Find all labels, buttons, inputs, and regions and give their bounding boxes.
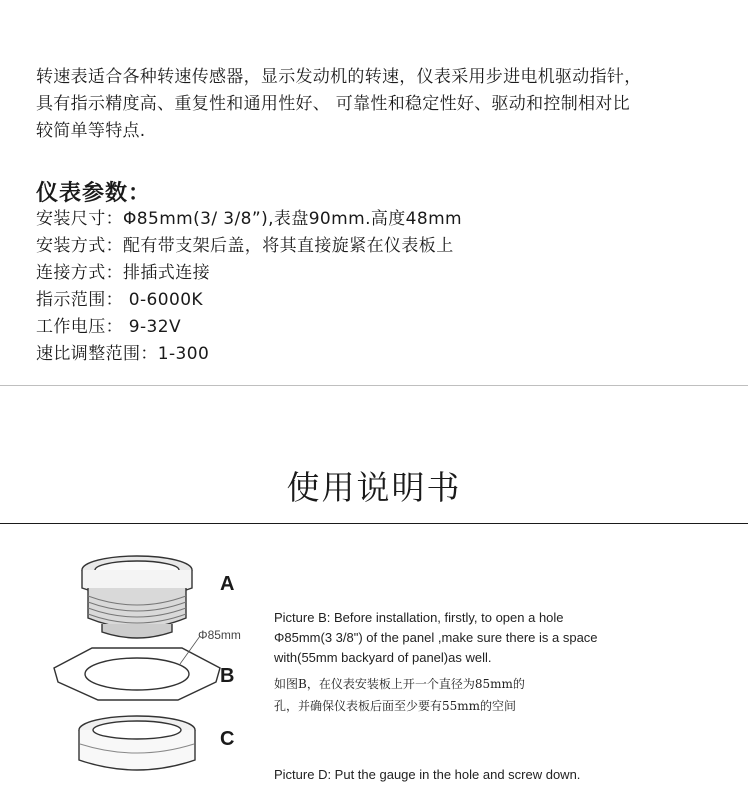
picture-b-caption-cn-2: 孔，并确保仪表板后面至少要有55mm的空间 <box>274 699 517 713</box>
picture-b-caption-en-1: Picture B: Before installation, firstly, to open a hole <box>274 610 564 625</box>
spec-row-range: 指示范围： 0-6000K <box>36 290 203 310</box>
section-divider <box>0 385 748 386</box>
gauge-part-a-illustration <box>82 556 192 638</box>
intro-line-3: 较简单等特点. <box>36 121 146 141</box>
intro-line-1: 转速表适合各种转速传感器，显示发动机的转速，仪表采用步进电机驱动指针， <box>36 67 642 87</box>
installation-diagram <box>40 540 240 785</box>
panel-part-b-illustration <box>54 636 220 700</box>
spec-list <box>36 206 462 368</box>
manual-title: 使用说明书 <box>286 468 462 507</box>
intro-line-2: 具有指示精度高、重复性和通用性好、 可靠性和稳定性好、驱动和控制相对比 <box>36 94 630 114</box>
label-c: C <box>220 728 235 750</box>
label-a: A <box>220 573 235 595</box>
spec-row-voltage: 工作电压： 9-32V <box>36 317 182 337</box>
picture-b-caption-en-3: with(55mm backyard of panel)as well. <box>274 650 492 665</box>
spec-row-ratio: 速比调整范围：1-300 <box>36 344 210 364</box>
diameter-label: Φ85mm <box>198 628 241 642</box>
spec-title: 仪表参数： <box>36 181 152 206</box>
cover-part-c-illustration <box>79 716 195 770</box>
spec-row-connection: 连接方式：排插式连接 <box>36 263 210 283</box>
manual-divider <box>0 523 748 524</box>
spec-row-install-method: 安装方式：配有带支架后盖，将其直接旋紧在仪表板上 <box>36 236 454 256</box>
spec-row-install-size: 安装尺寸：Φ85mm(3/ 3/8”),表盘90mm.高度48mm <box>36 209 463 229</box>
picture-d-caption-en: Picture D: Put the gauge in the hole and screw down. <box>274 767 581 782</box>
label-b: B <box>220 665 235 687</box>
picture-b-caption-cn-1: 如图B，在仪表安装板上开一个直径为85mm的 <box>274 677 525 691</box>
intro-paragraph <box>36 64 726 145</box>
picture-b-caption-en-2: Φ85mm(3 3/8") of the panel ,make sure there is a space <box>274 630 598 645</box>
